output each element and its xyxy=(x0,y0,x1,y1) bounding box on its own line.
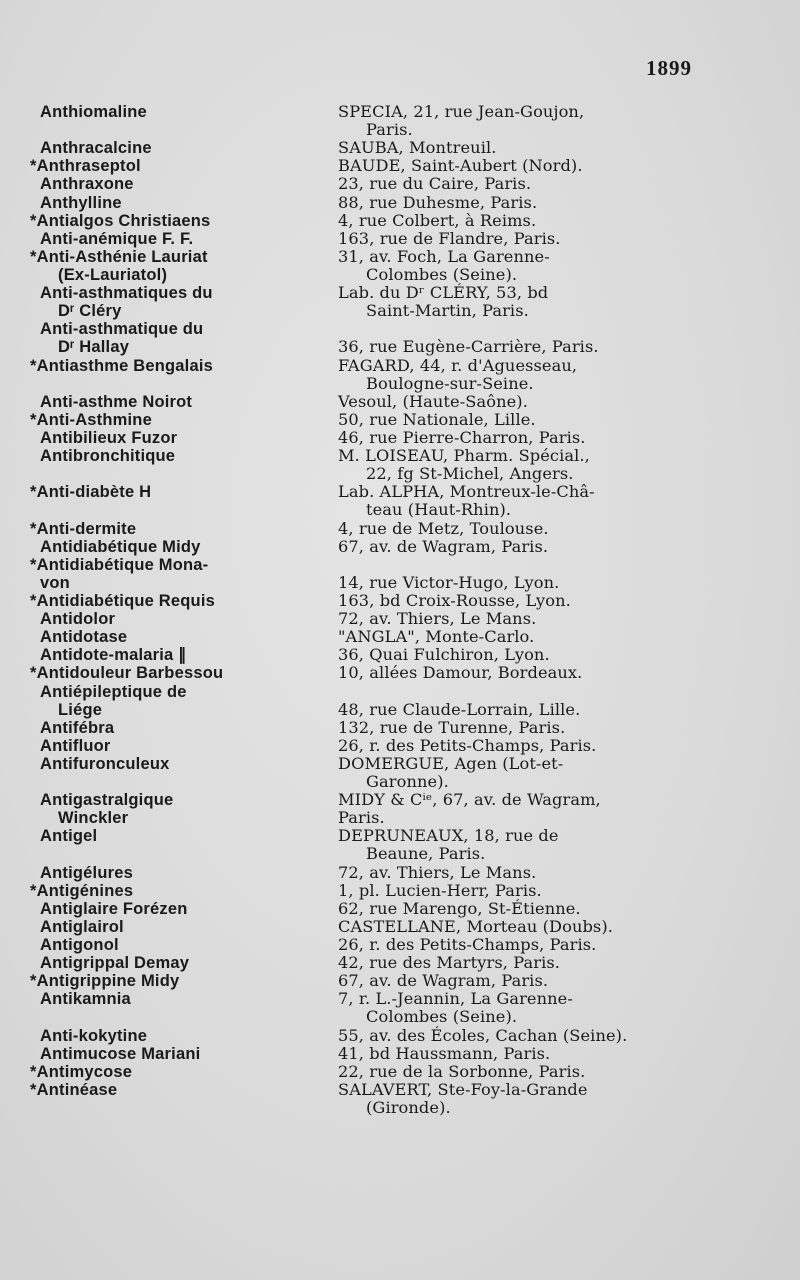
entry-list xyxy=(0,103,800,1117)
product-name: Anthracalcine xyxy=(40,139,152,158)
product-name: Antidote-malaria ∥ xyxy=(40,646,187,665)
manufacturer-address: 14, rue Victor-Hugo, Lyon. xyxy=(338,572,560,592)
manufacturer-address: SALAVERT, Ste-Foy-la-Grande xyxy=(338,1079,588,1099)
product-name: Antidotase xyxy=(40,628,128,647)
product-name: Antiglaire Forézen xyxy=(40,899,188,918)
manufacturer-address: Garonne). xyxy=(366,772,449,792)
product-name: *Anthraseptol xyxy=(30,157,141,176)
list-item xyxy=(0,230,800,248)
product-name: *Antimycose xyxy=(30,1062,133,1081)
list-item xyxy=(0,175,800,193)
list-item xyxy=(0,483,800,501)
manufacturer-address: (Gironde). xyxy=(366,1098,451,1118)
manufacturer-address: DOMERGUE, Agen (Lot-et- xyxy=(338,753,564,773)
product-name: Antidiabétique Midy xyxy=(40,537,201,556)
list-item xyxy=(0,972,800,990)
manufacturer-address: Paris. xyxy=(366,120,413,140)
list-item xyxy=(0,501,800,519)
manufacturer-address: SAUBA, Montreuil. xyxy=(338,138,497,158)
product-name: Anti-kokytine xyxy=(40,1026,148,1045)
product-name: Antifluor xyxy=(40,736,111,755)
page-number: 1899 xyxy=(646,56,692,80)
product-name: *Antidiabétique Requis xyxy=(30,591,215,610)
product-name: Antigrippal Demay xyxy=(40,954,190,973)
list-item xyxy=(0,864,800,882)
list-item xyxy=(0,338,800,356)
manufacturer-address: 26, r. des Petits-Champs, Paris. xyxy=(338,735,597,755)
list-item xyxy=(0,646,800,664)
manufacturer-address: CASTELLANE, Morteau (Doubs). xyxy=(338,916,613,936)
list-item xyxy=(0,139,800,157)
product-name: Antifébra xyxy=(40,718,115,737)
manufacturer-address: 67, av. de Wagram, Paris. xyxy=(338,971,549,991)
product-name: Dʳ Hallay xyxy=(58,338,130,357)
list-item xyxy=(0,393,800,411)
manufacturer-address: Colombes (Seine). xyxy=(366,264,518,284)
list-item xyxy=(0,628,800,646)
product-name: Anthylline xyxy=(40,193,122,212)
product-name: *Antidiabétique Mona- xyxy=(30,555,209,574)
list-item xyxy=(0,538,800,556)
manufacturer-address: 72, av. Thiers, Le Mans. xyxy=(338,609,537,629)
list-item xyxy=(0,574,800,592)
list-item xyxy=(0,827,800,845)
list-item xyxy=(0,954,800,972)
list-item xyxy=(0,1008,800,1026)
list-item xyxy=(0,773,800,791)
manufacturer-address: M. LOISEAU, Pharm. Spécial., xyxy=(338,446,590,466)
manufacturer-address: 132, rue de Turenne, Paris. xyxy=(338,717,566,737)
list-item xyxy=(0,1045,800,1063)
manufacturer-address: Colombes (Seine). xyxy=(366,1007,518,1027)
product-name: Antikamnia xyxy=(40,990,131,1009)
list-item xyxy=(0,1027,800,1045)
list-item xyxy=(0,683,800,701)
list-item xyxy=(0,1081,800,1099)
list-item xyxy=(0,284,800,302)
list-item xyxy=(0,936,800,954)
list-item xyxy=(0,302,800,320)
manufacturer-address: 48, rue Claude-Lorrain, Lille. xyxy=(338,699,581,719)
manufacturer-address: 36, Quai Fulchiron, Lyon. xyxy=(338,645,550,665)
product-name: Dʳ Cléry xyxy=(58,302,122,321)
list-item xyxy=(0,592,800,610)
product-name: *Antiasthme Bengalais xyxy=(30,356,214,375)
list-item xyxy=(0,194,800,212)
list-item xyxy=(0,610,800,628)
manufacturer-address: Saint-Martin, Paris. xyxy=(366,301,529,321)
manufacturer-address: 42, rue des Martyrs, Paris. xyxy=(338,953,561,973)
manufacturer-address: Vesoul, (Haute-Saône). xyxy=(338,391,528,411)
product-name: *Antinéase xyxy=(30,1080,118,1099)
product-name: von xyxy=(40,573,70,592)
product-name: *Anti-Asthmine xyxy=(30,410,152,429)
manufacturer-address: 67, av. de Wagram, Paris. xyxy=(338,536,549,556)
manufacturer-address: 7, r. L.-Jeannin, La Garenne- xyxy=(338,989,573,1009)
product-name: Antigel xyxy=(40,827,98,846)
product-name: Anti-asthmatique du xyxy=(40,320,204,339)
list-item xyxy=(0,375,800,393)
product-name: Antigonol xyxy=(40,936,119,955)
manufacturer-address: Paris. xyxy=(338,808,385,828)
manufacturer-address: Lab. ALPHA, Montreux-le-Châ- xyxy=(338,482,595,502)
manufacturer-address: 1, pl. Lucien-Herr, Paris. xyxy=(338,880,542,900)
product-name: *Antigrippine Midy xyxy=(30,972,180,991)
list-item xyxy=(0,411,800,429)
product-name: *Antigénines xyxy=(30,881,134,900)
product-name: Antimucose Mariani xyxy=(40,1044,201,1063)
manufacturer-address: 88, rue Duhesme, Paris. xyxy=(338,192,538,212)
list-item xyxy=(0,212,800,230)
manufacturer-address: 163, rue de Flandre, Paris. xyxy=(338,228,561,248)
manufacturer-address: 36, rue Eugène-Carrière, Paris. xyxy=(338,337,599,357)
product-name: Antibilieux Fuzor xyxy=(40,428,178,447)
list-item xyxy=(0,157,800,175)
product-name: *Anti-Asthénie Lauriat xyxy=(30,247,208,266)
product-name: Antigélures xyxy=(40,863,133,882)
manufacturer-address: DEPRUNEAUX, 18, rue de xyxy=(338,826,559,846)
product-name: *Anti-diabète H xyxy=(30,483,152,502)
product-name: *Anti-dermite xyxy=(30,519,137,538)
manufacturer-address: 46, rue Pierre-Charron, Paris. xyxy=(338,427,586,447)
product-name: Anti-asthme Noirot xyxy=(40,392,193,411)
list-item xyxy=(0,918,800,936)
product-name: Antifuronculeux xyxy=(40,754,170,773)
list-item xyxy=(0,556,800,574)
product-name: Antibronchitique xyxy=(40,447,176,466)
manufacturer-address: 62, rue Marengo, St-Étienne. xyxy=(338,898,581,918)
manufacturer-address: 4, rue de Metz, Toulouse. xyxy=(338,518,549,538)
list-item xyxy=(0,1099,800,1117)
product-name: Antigastralgique xyxy=(40,791,174,810)
list-item xyxy=(0,429,800,447)
list-item xyxy=(0,882,800,900)
manufacturer-address: 4, rue Colbert, à Reims. xyxy=(338,210,537,230)
list-item xyxy=(0,248,800,266)
product-name: Winckler xyxy=(58,809,129,828)
manufacturer-address: 41, bd Haussmann, Paris. xyxy=(338,1043,551,1063)
product-name: Anthraxone xyxy=(40,175,134,194)
manufacturer-address: SPECIA, 21, rue Jean-Goujon, xyxy=(338,102,585,121)
manufacturer-address: teau (Haut-Rhin). xyxy=(366,500,512,520)
manufacturer-address: 10, allées Damour, Bordeaux. xyxy=(338,663,583,683)
product-name: Liége xyxy=(58,700,103,719)
list-item xyxy=(0,266,800,284)
list-item xyxy=(0,320,800,338)
product-name: Antiépileptique de xyxy=(40,682,187,701)
manufacturer-address: "ANGLA", Monte-Carlo. xyxy=(338,627,535,647)
product-name: (Ex-Lauriatol) xyxy=(58,265,168,284)
manufacturer-address: Boulogne-sur-Seine. xyxy=(366,373,534,393)
product-name: Anti-anémique F. F. xyxy=(40,229,194,248)
manufacturer-address: 26, r. des Petits-Champs, Paris. xyxy=(338,935,597,955)
list-item xyxy=(0,103,800,121)
list-item xyxy=(0,791,800,809)
manufacturer-address: 55, av. des Écoles, Cachan (Seine). xyxy=(338,1025,628,1045)
list-item xyxy=(0,357,800,375)
product-name: *Antidouleur Barbessou xyxy=(30,664,224,683)
manufacturer-address: 22, rue de la Sorbonne, Paris. xyxy=(338,1061,586,1081)
product-name: Antidolor xyxy=(40,610,116,629)
manufacturer-address: 50, rue Nationale, Lille. xyxy=(338,409,536,429)
list-item xyxy=(0,809,800,827)
manufacturer-address: Lab. du Dʳ CLÉRY, 53, bd xyxy=(338,283,549,303)
manufacturer-address: Beaune, Paris. xyxy=(366,844,486,864)
manufacturer-address: 163, bd Croix-Rousse, Lyon. xyxy=(338,590,571,610)
manufacturer-address: BAUDE, Saint-Aubert (Nord). xyxy=(338,156,583,176)
list-item xyxy=(0,664,800,682)
product-name: Antiglairol xyxy=(40,917,124,936)
list-item xyxy=(0,121,800,139)
product-name: *Antialgos Christiaens xyxy=(30,211,211,230)
list-item xyxy=(0,520,800,538)
list-item xyxy=(0,447,800,465)
manufacturer-address: FAGARD, 44, r. d'Aguesseau, xyxy=(338,355,578,375)
manufacturer-address: MIDY & Cⁱᵉ, 67, av. de Wagram, xyxy=(338,790,601,810)
list-item xyxy=(0,755,800,773)
list-item xyxy=(0,465,800,483)
manufacturer-address: 22, fg St-Michel, Angers. xyxy=(366,464,574,484)
manufacturer-address: 72, av. Thiers, Le Mans. xyxy=(338,862,537,882)
list-item xyxy=(0,719,800,737)
list-item xyxy=(0,737,800,755)
product-name: Anthiomaline xyxy=(40,103,147,121)
list-item xyxy=(0,900,800,918)
manufacturer-address: 23, rue du Caire, Paris. xyxy=(338,174,532,194)
manufacturer-address: 31, av. Foch, La Garenne- xyxy=(338,246,550,266)
list-item xyxy=(0,845,800,863)
list-item xyxy=(0,701,800,719)
list-item xyxy=(0,990,800,1008)
product-name: Anti-asthmatiques du xyxy=(40,284,213,303)
list-item xyxy=(0,1063,800,1081)
